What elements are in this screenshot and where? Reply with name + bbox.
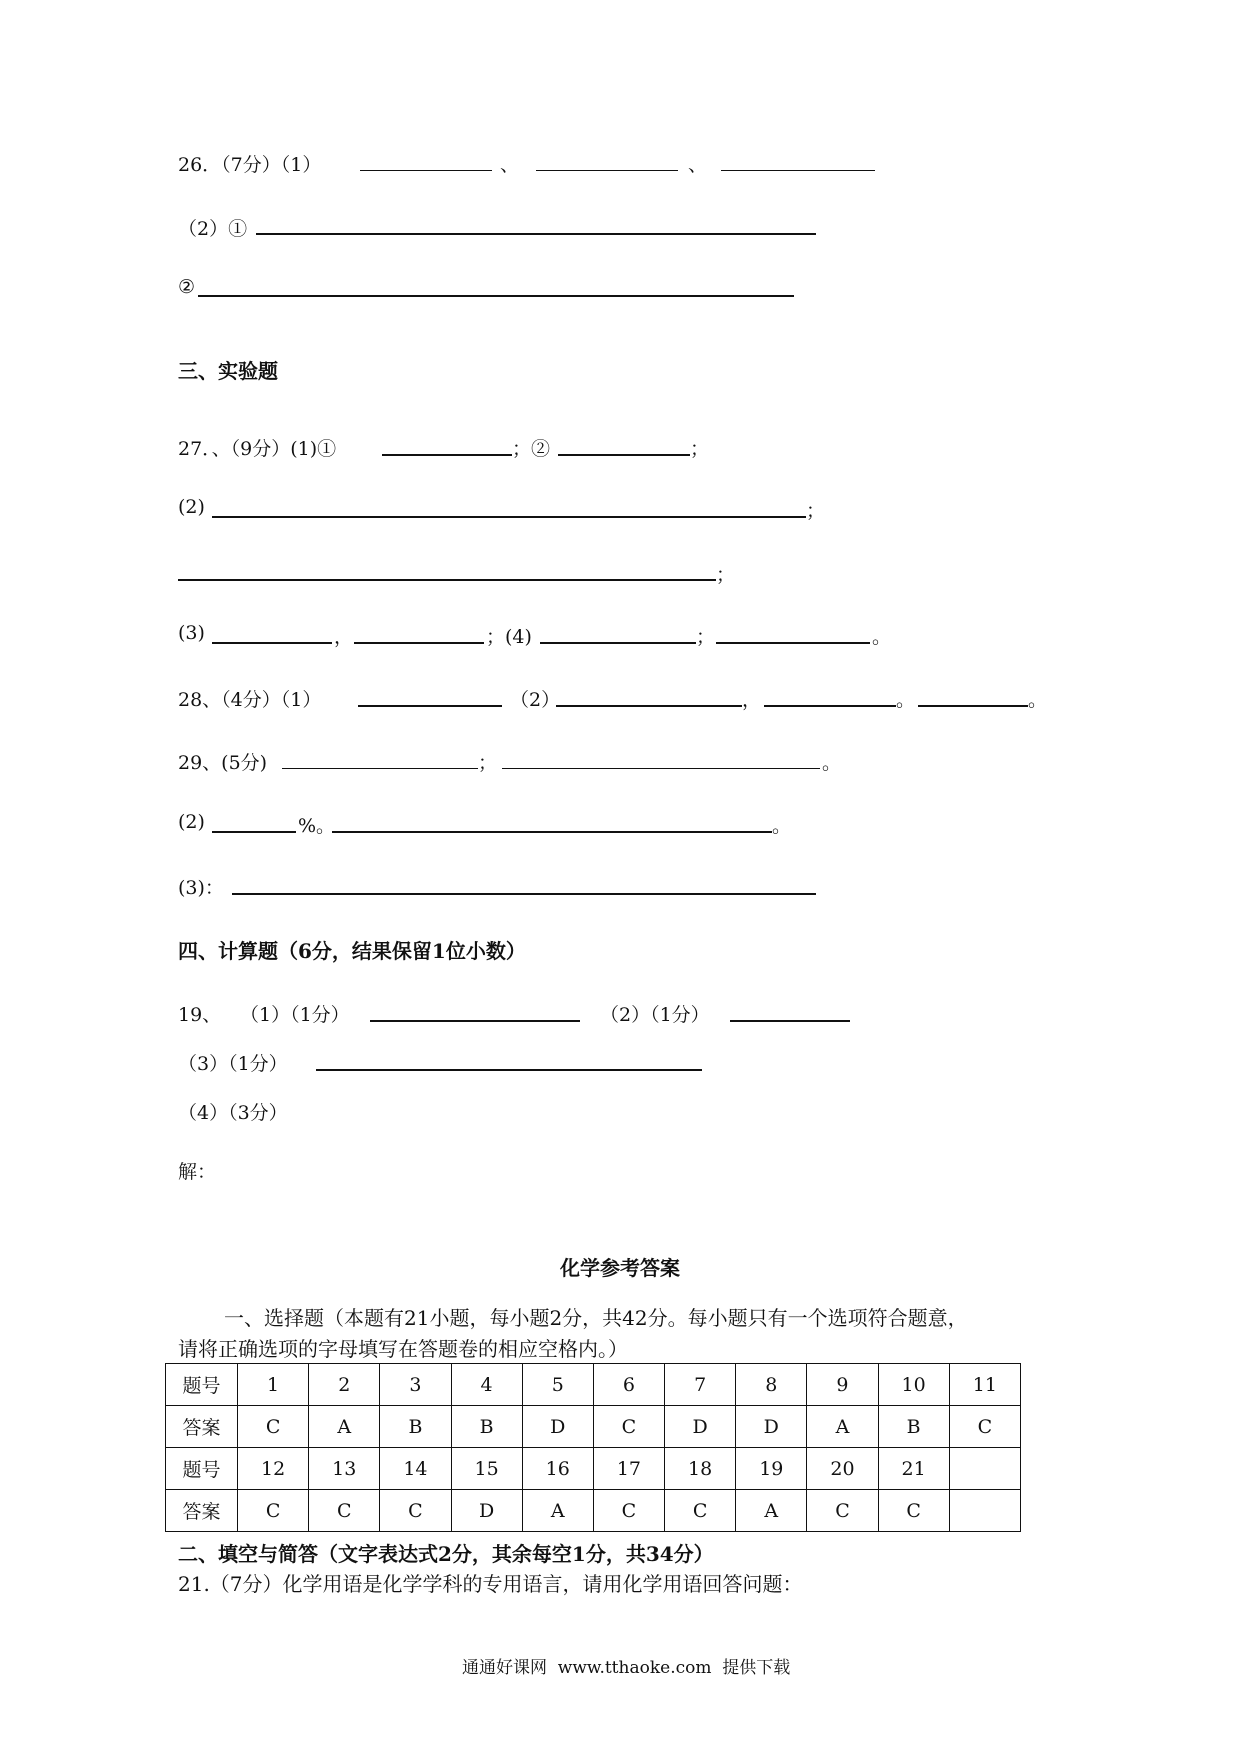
q29-period-2: 。: [772, 815, 792, 837]
table-cell: 21: [878, 1448, 949, 1490]
table-cell: 9: [807, 1364, 878, 1406]
table-cell: C: [878, 1490, 949, 1532]
q27-blank-2[interactable]: [558, 454, 690, 456]
table-cell: 20: [807, 1448, 878, 1490]
table-cell: 10: [878, 1364, 949, 1406]
q29-blank-2[interactable]: [502, 768, 820, 769]
q27-end-1: ；: [690, 438, 710, 460]
table-row: [166, 1448, 1021, 1490]
table-cell: C: [665, 1490, 736, 1532]
q27-head: 27．、（9分）(1)①: [178, 438, 337, 460]
table-cell: 答案: [166, 1490, 238, 1532]
q27-comma: ，: [334, 626, 354, 648]
table-cell: A: [807, 1406, 878, 1448]
table-cell: 13: [309, 1448, 380, 1490]
table-cell: 2: [309, 1364, 380, 1406]
q27-part2-blank-2[interactable]: [178, 579, 716, 581]
table-cell: B: [878, 1406, 949, 1448]
table-cell: B: [380, 1406, 451, 1448]
table-cell: C: [238, 1490, 309, 1532]
q27-mid: ；②: [512, 438, 551, 460]
q29-part3-blank[interactable]: [232, 893, 816, 895]
table-cell: 15: [451, 1448, 522, 1490]
answer-q21-text: 21.（7分）化学用语是化学学科的专用语言，请用化学用语回答问题：: [178, 1572, 803, 1596]
q28-comma: ，: [742, 689, 762, 711]
table-cell: C: [593, 1406, 664, 1448]
answer-key-title: 化学参考答案: [560, 1256, 680, 1280]
q29-part2-label: (2): [178, 811, 205, 833]
table-cell: 题号: [166, 1364, 238, 1406]
q26-part2b-label: ②: [178, 276, 196, 298]
q26-part2-blank-2[interactable]: [198, 295, 794, 297]
table-cell: 7: [665, 1364, 736, 1406]
q28-period-2: 。: [1028, 689, 1048, 711]
table-cell: C: [807, 1490, 878, 1532]
q27-semi: ；: [696, 626, 716, 648]
table-cell: A: [309, 1406, 380, 1448]
table-cell: C: [309, 1490, 380, 1532]
table-cell: A: [736, 1490, 807, 1532]
table-cell: C: [238, 1406, 309, 1448]
q29-part3-label: (3)：: [178, 877, 224, 899]
table-cell: [949, 1448, 1020, 1490]
table-cell: 16: [522, 1448, 593, 1490]
q27-end-2: ；: [806, 500, 826, 522]
answer-intro-line-1: 一、选择题（本题有21小题，每小题2分，共42分。每小题只有一个选项符合题意，: [224, 1306, 968, 1330]
answer-section-2-heading: 二、填空与简答（文字表达式2分，其余每空1分，共34分）: [178, 1542, 714, 1566]
table-cell: 17: [593, 1448, 664, 1490]
answer-intro-line-2: 请将正确选项的字母填写在答题卷的相应空格内。）: [178, 1337, 628, 1361]
table-cell: D: [736, 1406, 807, 1448]
q29-part2-blank-1[interactable]: [212, 831, 296, 833]
q19-head: 19、: [178, 1004, 222, 1026]
table-cell: 5: [522, 1364, 593, 1406]
q19-part3-blank[interactable]: [316, 1069, 702, 1071]
table-cell: C: [380, 1490, 451, 1532]
table-cell: B: [451, 1406, 522, 1448]
table-cell: D: [451, 1490, 522, 1532]
table-row: [166, 1364, 1021, 1406]
table-cell: 12: [238, 1448, 309, 1490]
q19-part1-blank[interactable]: [370, 1020, 580, 1022]
q27-part3-blank-1[interactable]: [212, 642, 332, 644]
q26-head: 26．（7分）（1）: [178, 154, 322, 176]
q26-part2-label: （2）①: [178, 218, 248, 240]
q28-part2-label: （2）: [510, 689, 561, 711]
table-cell: 答案: [166, 1406, 238, 1448]
table-cell: A: [522, 1490, 593, 1532]
section-3-heading: 三、实验题: [178, 359, 278, 383]
q26-sep-2: 、: [688, 154, 708, 176]
table-cell: 11: [949, 1364, 1020, 1406]
q19-part4-label: （4）（3分）: [178, 1102, 288, 1124]
q29-semi: ；: [478, 752, 498, 774]
q28-head: 28、（4分）（1）: [178, 689, 322, 711]
q29-period: 。: [822, 752, 842, 774]
q28-blank-4[interactable]: [918, 705, 1028, 707]
table-cell: 4: [451, 1364, 522, 1406]
q19-part3-label: （3）（1分）: [178, 1053, 288, 1075]
table-cell: 题号: [166, 1448, 238, 1490]
q27-blank-1[interactable]: [382, 454, 512, 456]
q29-head: 29、(5分): [178, 752, 268, 774]
table-cell: D: [665, 1406, 736, 1448]
section-4-heading: 四、计算题（6分，结果保留1位小数）: [178, 939, 526, 963]
q28-period-1: 。: [896, 689, 916, 711]
q26-part2-blank-1[interactable]: [256, 233, 816, 235]
q28-blank-1[interactable]: [358, 705, 502, 707]
q29-blank-1[interactable]: [282, 768, 478, 769]
q27-part2-label: (2): [178, 496, 205, 518]
q27-part4-blank-2[interactable]: [716, 642, 870, 644]
q28-blank-3[interactable]: [764, 705, 896, 707]
q27-part3-label: (3): [178, 622, 205, 644]
table-cell: 19: [736, 1448, 807, 1490]
q27-end-3: ；: [716, 564, 736, 586]
q27-part4-label: ；(4): [486, 626, 532, 648]
q19-part2-label: （2）（1分）: [600, 1004, 710, 1026]
table-cell: [949, 1490, 1020, 1532]
footer-text: 通通好课网 www.tthaoke.com 提供下载: [462, 1658, 791, 1678]
q27-part3-blank-2[interactable]: [354, 642, 484, 644]
q19-part2-blank[interactable]: [730, 1020, 850, 1022]
q26-sep-1: 、: [500, 154, 520, 176]
table-cell: D: [522, 1406, 593, 1448]
table-row: [166, 1406, 1021, 1448]
q27-period: 。: [872, 626, 892, 648]
q26-blank-3[interactable]: [721, 170, 875, 171]
q27-part2-blank-1[interactable]: [212, 516, 806, 518]
table-cell: 1: [238, 1364, 309, 1406]
table-cell: 18: [665, 1448, 736, 1490]
q29-percent: %。: [298, 815, 336, 837]
table-cell: 8: [736, 1364, 807, 1406]
table-cell: 6: [593, 1364, 664, 1406]
q19-solve-label: 解：: [178, 1161, 217, 1183]
q26-blank-1[interactable]: [360, 170, 492, 171]
table-cell: C: [593, 1490, 664, 1532]
q26-blank-2[interactable]: [536, 170, 678, 171]
q19-part1-label: （1）（1分）: [240, 1004, 350, 1026]
table-cell: 14: [380, 1448, 451, 1490]
table-cell: C: [949, 1406, 1020, 1448]
q27-part4-blank-1[interactable]: [540, 642, 696, 644]
q29-part2-blank-2[interactable]: [332, 831, 772, 833]
table-row: [166, 1490, 1021, 1532]
q28-blank-2[interactable]: [556, 705, 742, 707]
answer-table: [165, 1363, 1021, 1532]
table-cell: 3: [380, 1364, 451, 1406]
